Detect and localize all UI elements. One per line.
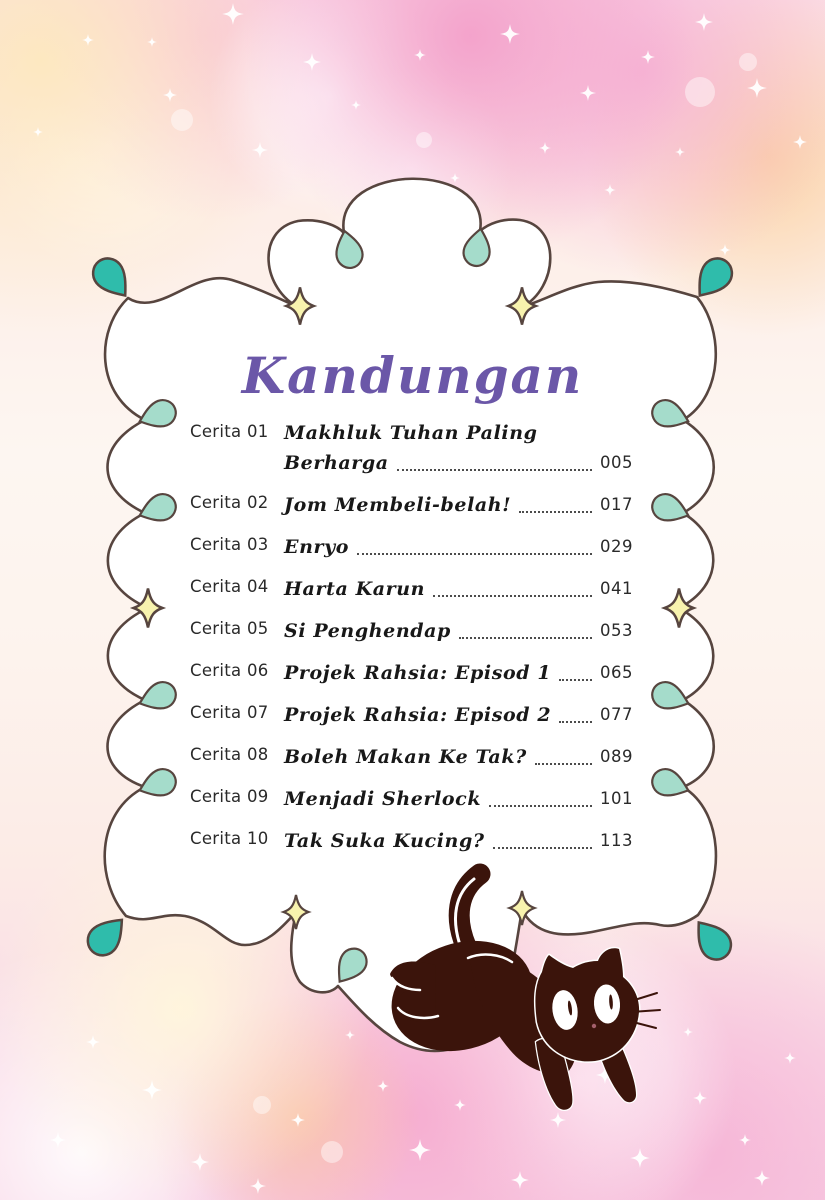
entry-title: Berharga — [284, 452, 389, 474]
entry-label: Cerita 10 — [190, 829, 269, 848]
entry-page-number: 005 — [600, 453, 633, 472]
entry-page-number: 065 — [600, 663, 633, 682]
toc-list — [190, 419, 633, 868]
entry-body — [284, 742, 633, 772]
cat-head — [535, 948, 639, 1061]
entry-label: Cerita 05 — [190, 619, 269, 638]
entry-title-row — [284, 700, 633, 730]
toc-entry — [190, 700, 633, 730]
entry-title-row — [284, 448, 633, 478]
entry-label: Cerita 06 — [190, 661, 269, 680]
entry-title: Si Penghendap — [284, 620, 451, 642]
dotted-leader — [535, 763, 592, 765]
teardrop-icon — [687, 913, 737, 965]
entry-body — [284, 490, 633, 520]
entry-page-number: 053 — [600, 621, 633, 640]
entry-title: Harta Karun — [284, 578, 426, 600]
entry-body — [284, 574, 633, 604]
entry-body — [284, 658, 633, 688]
dotted-leader — [357, 553, 592, 555]
entry-title-row — [284, 784, 633, 814]
dotted-leader — [559, 721, 592, 723]
toc-entry — [190, 616, 633, 646]
toc-entry — [190, 658, 633, 688]
entry-title-row — [284, 658, 633, 688]
entry-title-line1: Makhluk Tuhan Paling — [284, 422, 538, 444]
teardrop-icon — [82, 910, 133, 962]
cat-nose — [592, 1024, 596, 1028]
entry-page-number: 101 — [600, 789, 633, 808]
dotted-leader — [493, 847, 592, 849]
entry-title: Jom Membeli-belah! — [284, 494, 512, 516]
entry-page-number: 029 — [600, 537, 633, 556]
entry-page-number: 041 — [600, 579, 633, 598]
toc-entry — [190, 826, 633, 856]
entry-label: Cerita 07 — [190, 703, 269, 722]
dotted-leader — [519, 511, 592, 513]
dotted-leader — [433, 595, 592, 597]
entry-label: Cerita 01 — [190, 422, 269, 441]
entry-title: Projek Rahsia: Episod 2 — [284, 704, 552, 726]
toc-entry — [190, 532, 633, 562]
entry-label: Cerita 02 — [190, 493, 269, 512]
dotted-leader — [459, 637, 592, 639]
entry-page-number: 089 — [600, 747, 633, 766]
entry-title-row — [284, 742, 633, 772]
toc-entry — [190, 742, 633, 772]
dotted-leader — [559, 679, 592, 681]
teardrop-icon — [87, 252, 137, 304]
entry-title: Menjadi Sherlock — [284, 788, 482, 810]
toc-entry — [190, 419, 633, 478]
dotted-leader — [397, 469, 592, 471]
entry-title-row — [284, 490, 633, 520]
toc-entry — [190, 574, 633, 604]
entry-title-row — [284, 826, 633, 856]
entry-body — [284, 532, 633, 562]
entry-label: Cerita 08 — [190, 745, 269, 764]
entry-page-number: 017 — [600, 495, 633, 514]
entry-label: Cerita 04 — [190, 577, 269, 596]
entry-title: Tak Suka Kucing? — [284, 830, 485, 852]
toc-entry — [190, 784, 633, 814]
entry-title: Projek Rahsia: Episod 1 — [284, 662, 552, 684]
page-title: Kandungan — [241, 346, 584, 405]
entry-title-row — [284, 532, 633, 562]
entry-title: Boleh Makan Ke Tak? — [284, 746, 527, 768]
entry-body — [284, 826, 633, 856]
entry-page-number: 077 — [600, 705, 633, 724]
entry-body — [284, 784, 633, 814]
entry-body — [284, 700, 633, 730]
entry-title-row — [284, 616, 633, 646]
toc-entry — [190, 490, 633, 520]
entry-label: Cerita 09 — [190, 787, 269, 806]
entry-body — [284, 419, 633, 478]
entry-body — [284, 616, 633, 646]
entry-page-number: 113 — [600, 831, 633, 850]
dotted-leader — [489, 805, 592, 807]
entry-label: Cerita 03 — [190, 535, 269, 554]
entry-title-row — [284, 574, 633, 604]
entry-title: Enryo — [284, 536, 350, 558]
